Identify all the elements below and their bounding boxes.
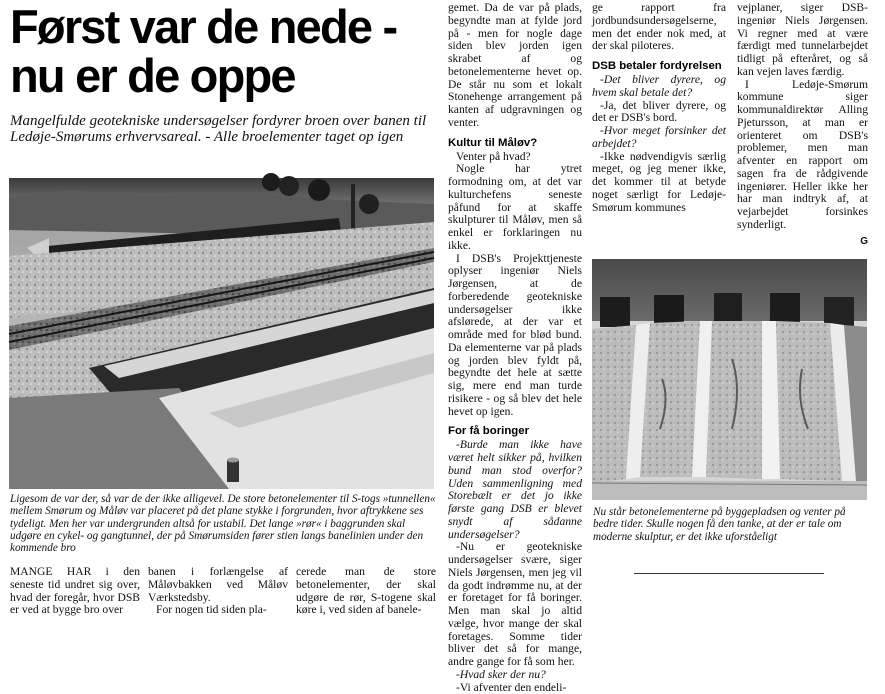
headline [10, 2, 440, 100]
body-column-6 [737, 2, 868, 248]
question-paragraph: -Det bliver dyrere, og hvem skal betale det? [592, 74, 726, 100]
body-paragraph: MANGE HAR i den seneste tid undret sig over, hvad der foregår, hvor DSB er ved at bygge bro over [10, 566, 140, 617]
body-paragraph: gemet. Da de var på plads, begyndte man at fylde jord på - men for nogle dage siden blev jorden igen skrabet af og betonelementerne hevet op. De står nu som et lokalt Stonehenge arrangement på kanten af udgravningen og venter. [448, 2, 582, 130]
headline-line-2: nu er de oppe [10, 51, 440, 100]
headline-line-1: Først var de nede - [10, 2, 440, 51]
divider-line [634, 573, 824, 574]
question-paragraph: -Hvor meget forsinker det arbejdet? [592, 125, 726, 151]
body-paragraph: I Ledøje-Smørum kommune siger kommunaldirektør Alling Pjetursson, at man er orienteret om DSB's problemer, men man afventer en rapport om sagen fra de rådgivende ingeniører. Heller ikke her har man indtryk af, at vejarbejdet forsinkes synderligt. [737, 79, 868, 232]
body-paragraph: banen i forlængelse af Måløvbakken ved Måløv Værkstedsby. [148, 566, 288, 604]
answer-paragraph: -Ja, det bliver dyrere, og det er DSB's bord. [592, 100, 726, 126]
body-paragraph: vejplaner, siger DSB-ingeniør Niels Jørgensen. Vi regner med at være færdigt med tunnelarbejdet tidligt på efteråret, og så kan vejen laves færdig. [737, 2, 868, 79]
body-paragraph: Nogle har ytret formodning om, at det var kulturchefens seneste påfund for at skaffe skulpturer til Måløv, men så enkel er forklaringen nu ikke. [448, 163, 582, 252]
body-column-3 [296, 566, 436, 617]
subheading-kultur: Kultur til Måløv? [448, 137, 582, 150]
excavation-image [9, 178, 434, 489]
answer-paragraph: -Ikke nødvendigvis særlig meget, og jeg mener ikke, det kommer til at betyde noget særligt for Ledøje-Smørum kommunes [592, 151, 726, 215]
photo-railway-excavation [9, 178, 434, 489]
body-paragraph: I DSB's Projekttjeneste oplyser ingeniør Niels Jørgensen, at de forberedende geotekniske undersøgelser ikke afslørede, at der var et område med for blød bund. Da elementerne var på plads og jorden blev fyldt på, begyndte det hele at sætte sig, mere end man turde risikere - og så blev det hele hevet op igen. [448, 253, 582, 419]
body-paragraph: ge rapport fra jordbundsundersøgelserne, men det ender nok med, at der skal piloteres. [592, 2, 726, 53]
question-paragraph: -Burde man ikke have været helt sikker på, hvilken bund man stod overfor? Uden sammenligning med Storebælt er det jo ikke første gang DSB er blevet snydt af sådanne undersøgelser? [448, 439, 582, 541]
subheading-boringer: For få boringer [448, 425, 582, 438]
body-paragraph: Venter på hvad? [448, 151, 582, 164]
body-paragraph: For nogen tid siden pla- [148, 604, 288, 617]
question-paragraph: -Hvad sker der nu? [448, 669, 582, 682]
answer-paragraph: -Vi afventer den endeli- [448, 682, 582, 694]
body-column-5 [592, 2, 726, 214]
deck: Mangelfulde geotekniske undersøgelser fordyrer broen over banen til Ledøje-Smørums erhvervsareal. - Alle broelementer taget op igen [10, 113, 438, 145]
photo-concrete-caption: Nu står betonelementerne på byggepladsen og venter på bedre tider. Skulle nogen få den tanke, at der er tale om moderne skulptur, er det ikke uforståeligt [593, 506, 870, 543]
subheading-fordyrelse: DSB betaler fordyrelsen [592, 60, 726, 73]
photo-concrete-elements [592, 259, 867, 500]
body-column-1 [10, 566, 140, 617]
concrete-elements-image [592, 259, 867, 500]
answer-paragraph: -Nu er geotekniske undersøgelser svære, siger Niels Jørgensen, men jeg vil da godt indrømme nu, at der er foretaget for få boringer. Men man skal jo altid vælge, hvor mange der skal foretages. Somme tider bliver det så for mange, andre gange for få som her. [448, 541, 582, 669]
body-column-4 [448, 2, 582, 694]
photo-railway-caption: Ligesom de var der, så var de der ikke alligevel. De store betonelementer til S-togs »tunnellen« mellem Smørum og Måløv var placeret på det plane stykke i forgrunden, hvor aftrykkene ses tydeligt. Men her var undergrunden altså for ustabil. Det lange »rør« i baggrunden skal udgøre en cykel- og gangtunnel, der på Smørumsiden fører stien langs banelinien under den kommende bro [10, 493, 436, 554]
author-signature: G [860, 236, 868, 247]
body-column-2 [148, 566, 288, 617]
body-paragraph: cerede man de store betonelementer, der skal udgøre de rør, S-togene skal køre i, ved siden af banele- [296, 566, 436, 617]
